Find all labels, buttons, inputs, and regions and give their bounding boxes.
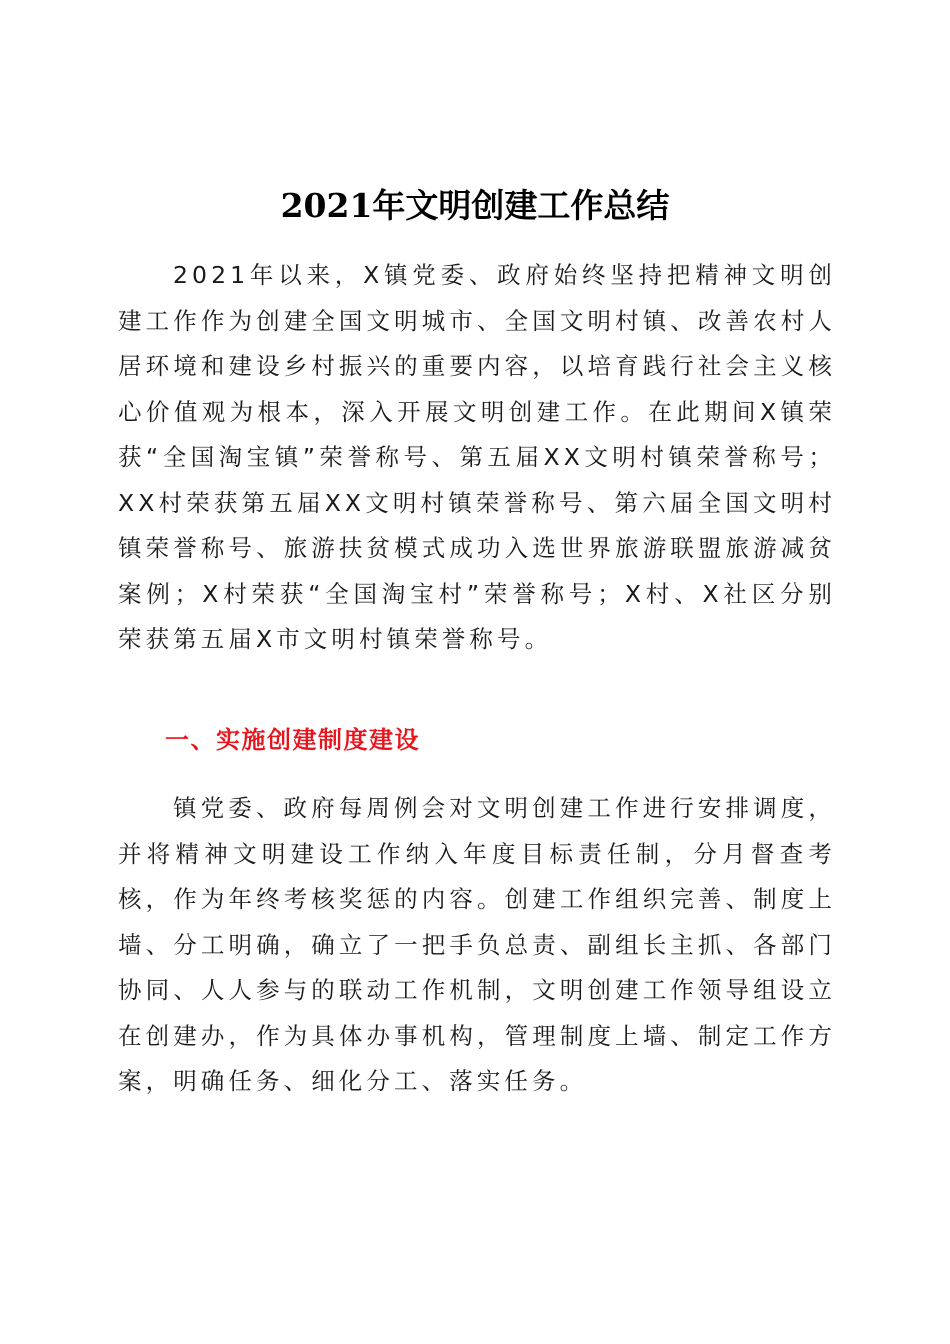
section-paragraph: 镇党委、政府每周例会对文明创建工作进行安排调度，并将精神文明建设工作纳入年度目标责任制，分月督查考核，作为年终考核奖惩的内容。创建工作组织完善、制度上墙、分工明确，确立了一把手负总责、副组长主抓、各部门协同、人人参与的联动工作机制，文明创建工作领导组设立在创建办，作为具体办事机构，管理制度上墙、制定工作方案，明确任务、细化分工、落实任务。 [118,794,836,1095]
document-title: 2021年文明创建工作总结 [280,186,670,225]
intro-paragraph: 2021年以来，X镇党委、政府始终坚持把精神文明创建工作作为创建全国文明城市、全国文明村镇、改善农村人居环境和建设乡村振兴的重要内容，以培育践行社会主义核心价值观为根本，深入开展文明创建工作。在此期间X镇荣获“全国淘宝镇”荣誉称号、第五届XX文明村镇荣誉称号；XX村荣获第五届XX文明村镇荣誉称号、第六届全国文明村镇荣誉称号、旅游扶贫模式成功入选世界旅游联盟旅游减贫案例；X村荣获“全国淘宝村”荣誉称号；X村、X社区分别荣获第五届X市文明村镇荣誉称号。 [118,261,836,653]
section-heading: 一、实施创建制度建设 [165,726,420,754]
